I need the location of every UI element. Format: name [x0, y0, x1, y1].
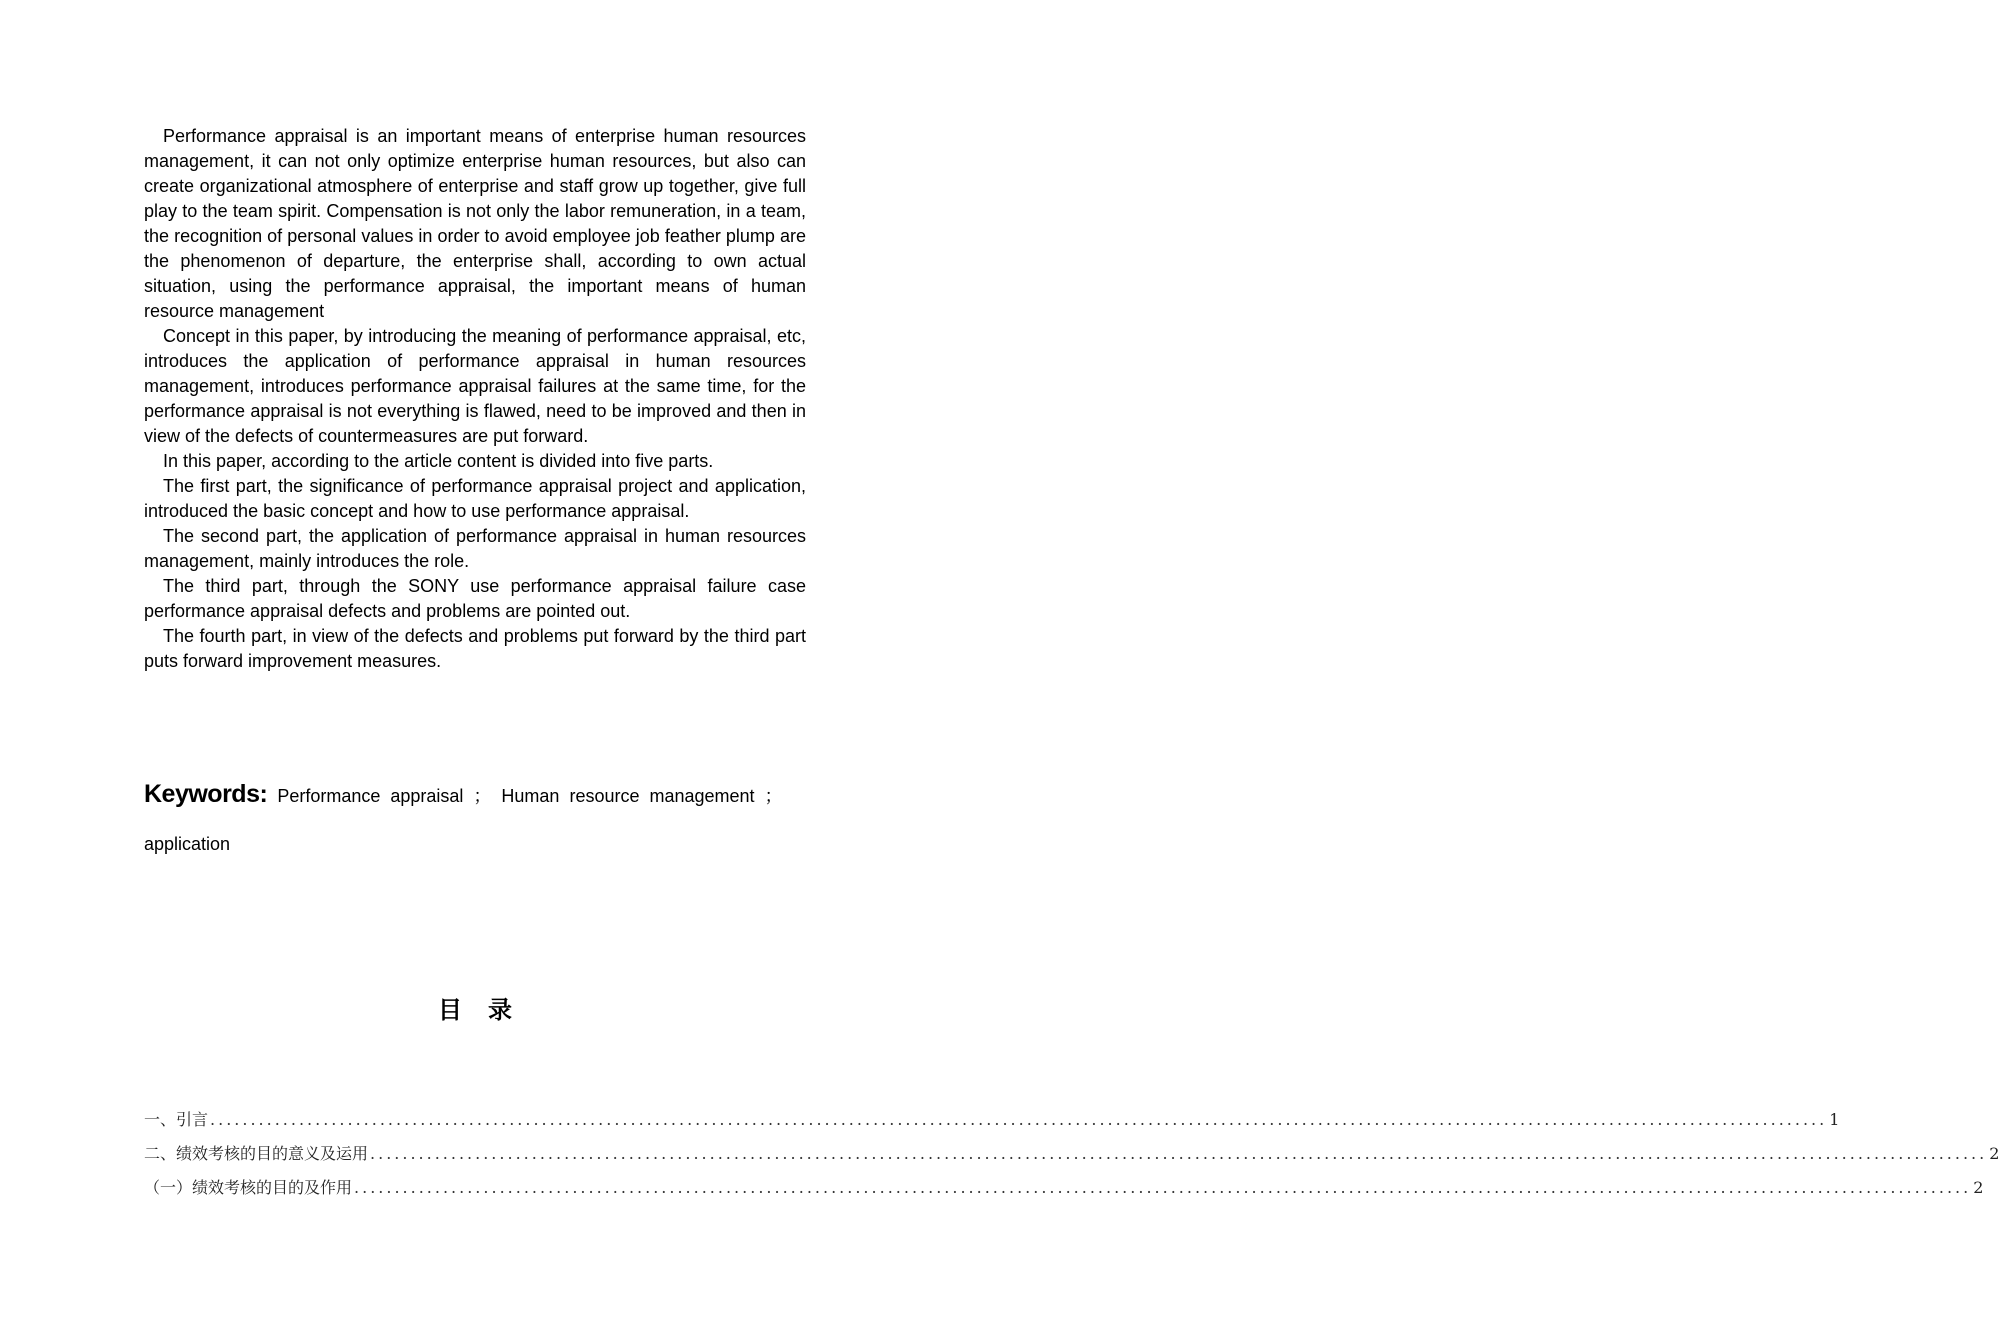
abstract-paragraph: In this paper, according to the article content is divided into five parts.: [163, 451, 714, 471]
keywords-label: Keywords:: [144, 780, 268, 808]
toc-dot-leader: ........................................................................................................................................................................................................: [354, 1178, 1972, 1197]
keywords-section: [144, 770, 806, 868]
toc-title: 目录: [438, 996, 538, 1024]
toc-entry[interactable]: [144, 1108, 1840, 1142]
abstract-paragraph: The third part, through the SONY use performance appraisal failure case performance appraisal defects and problems are pointed out.: [144, 576, 806, 621]
toc-entry-page: 2: [1973, 1178, 1984, 1197]
table-of-contents: [144, 1108, 1999, 1210]
toc-dot-leader: ........................................................................................................................................................................................................: [210, 1110, 1828, 1129]
abstract-paragraph: Concept in this paper, by introducing the meaning of performance appraisal, etc, introduces the application of performance appraisal in human resources management, introduces performance appraisal failures at the same time, for the performance appraisal is not everything is flawed, need to be improved and then in view of the defects of countermeasures are put forward.: [144, 326, 806, 446]
toc-entry[interactable]: [144, 1176, 1984, 1210]
toc-entry[interactable]: [144, 1142, 1999, 1176]
abstract-paragraph: The fourth part, in view of the defects and problems put forward by the third part puts forward improvement measures.: [144, 626, 806, 671]
abstract-paragraph: Performance appraisal is an important means of enterprise human resources management, it can not only optimize enterprise human resources, but also can create organizational atmosphere of enterprise and staff grow up together, give full play to the team spirit. Compensation is not only the labor remuneration, in a team, the recognition of personal values in order to avoid employee job feather plump are the phenomenon of departure, the enterprise shall, according to own actual situation, using the performance appraisal, the important means of human resource management: [144, 126, 806, 321]
abstract-paragraph: The first part, the significance of performance appraisal project and application, introduced the basic concept and how to use performance appraisal.: [144, 476, 806, 521]
toc-entry-page: 1: [1829, 1110, 1840, 1129]
toc-entry-text: 二、绩效考核的目的意义及运用: [144, 1144, 369, 1163]
toc-entry-page: 2: [1989, 1144, 1999, 1163]
toc-entry-text: 一、引言: [144, 1110, 209, 1129]
abstract-paragraph: The second part, the application of performance appraisal in human resources management, mainly introduces the role.: [144, 526, 806, 571]
abstract-section: [144, 124, 806, 674]
keywords-text: Performance appraisal ； Human resource management ； application: [144, 786, 783, 854]
toc-entry-text: （一）绩效考核的目的及作用: [144, 1178, 353, 1197]
toc-dot-leader: ........................................................................................................................................................................................................: [370, 1144, 1988, 1163]
